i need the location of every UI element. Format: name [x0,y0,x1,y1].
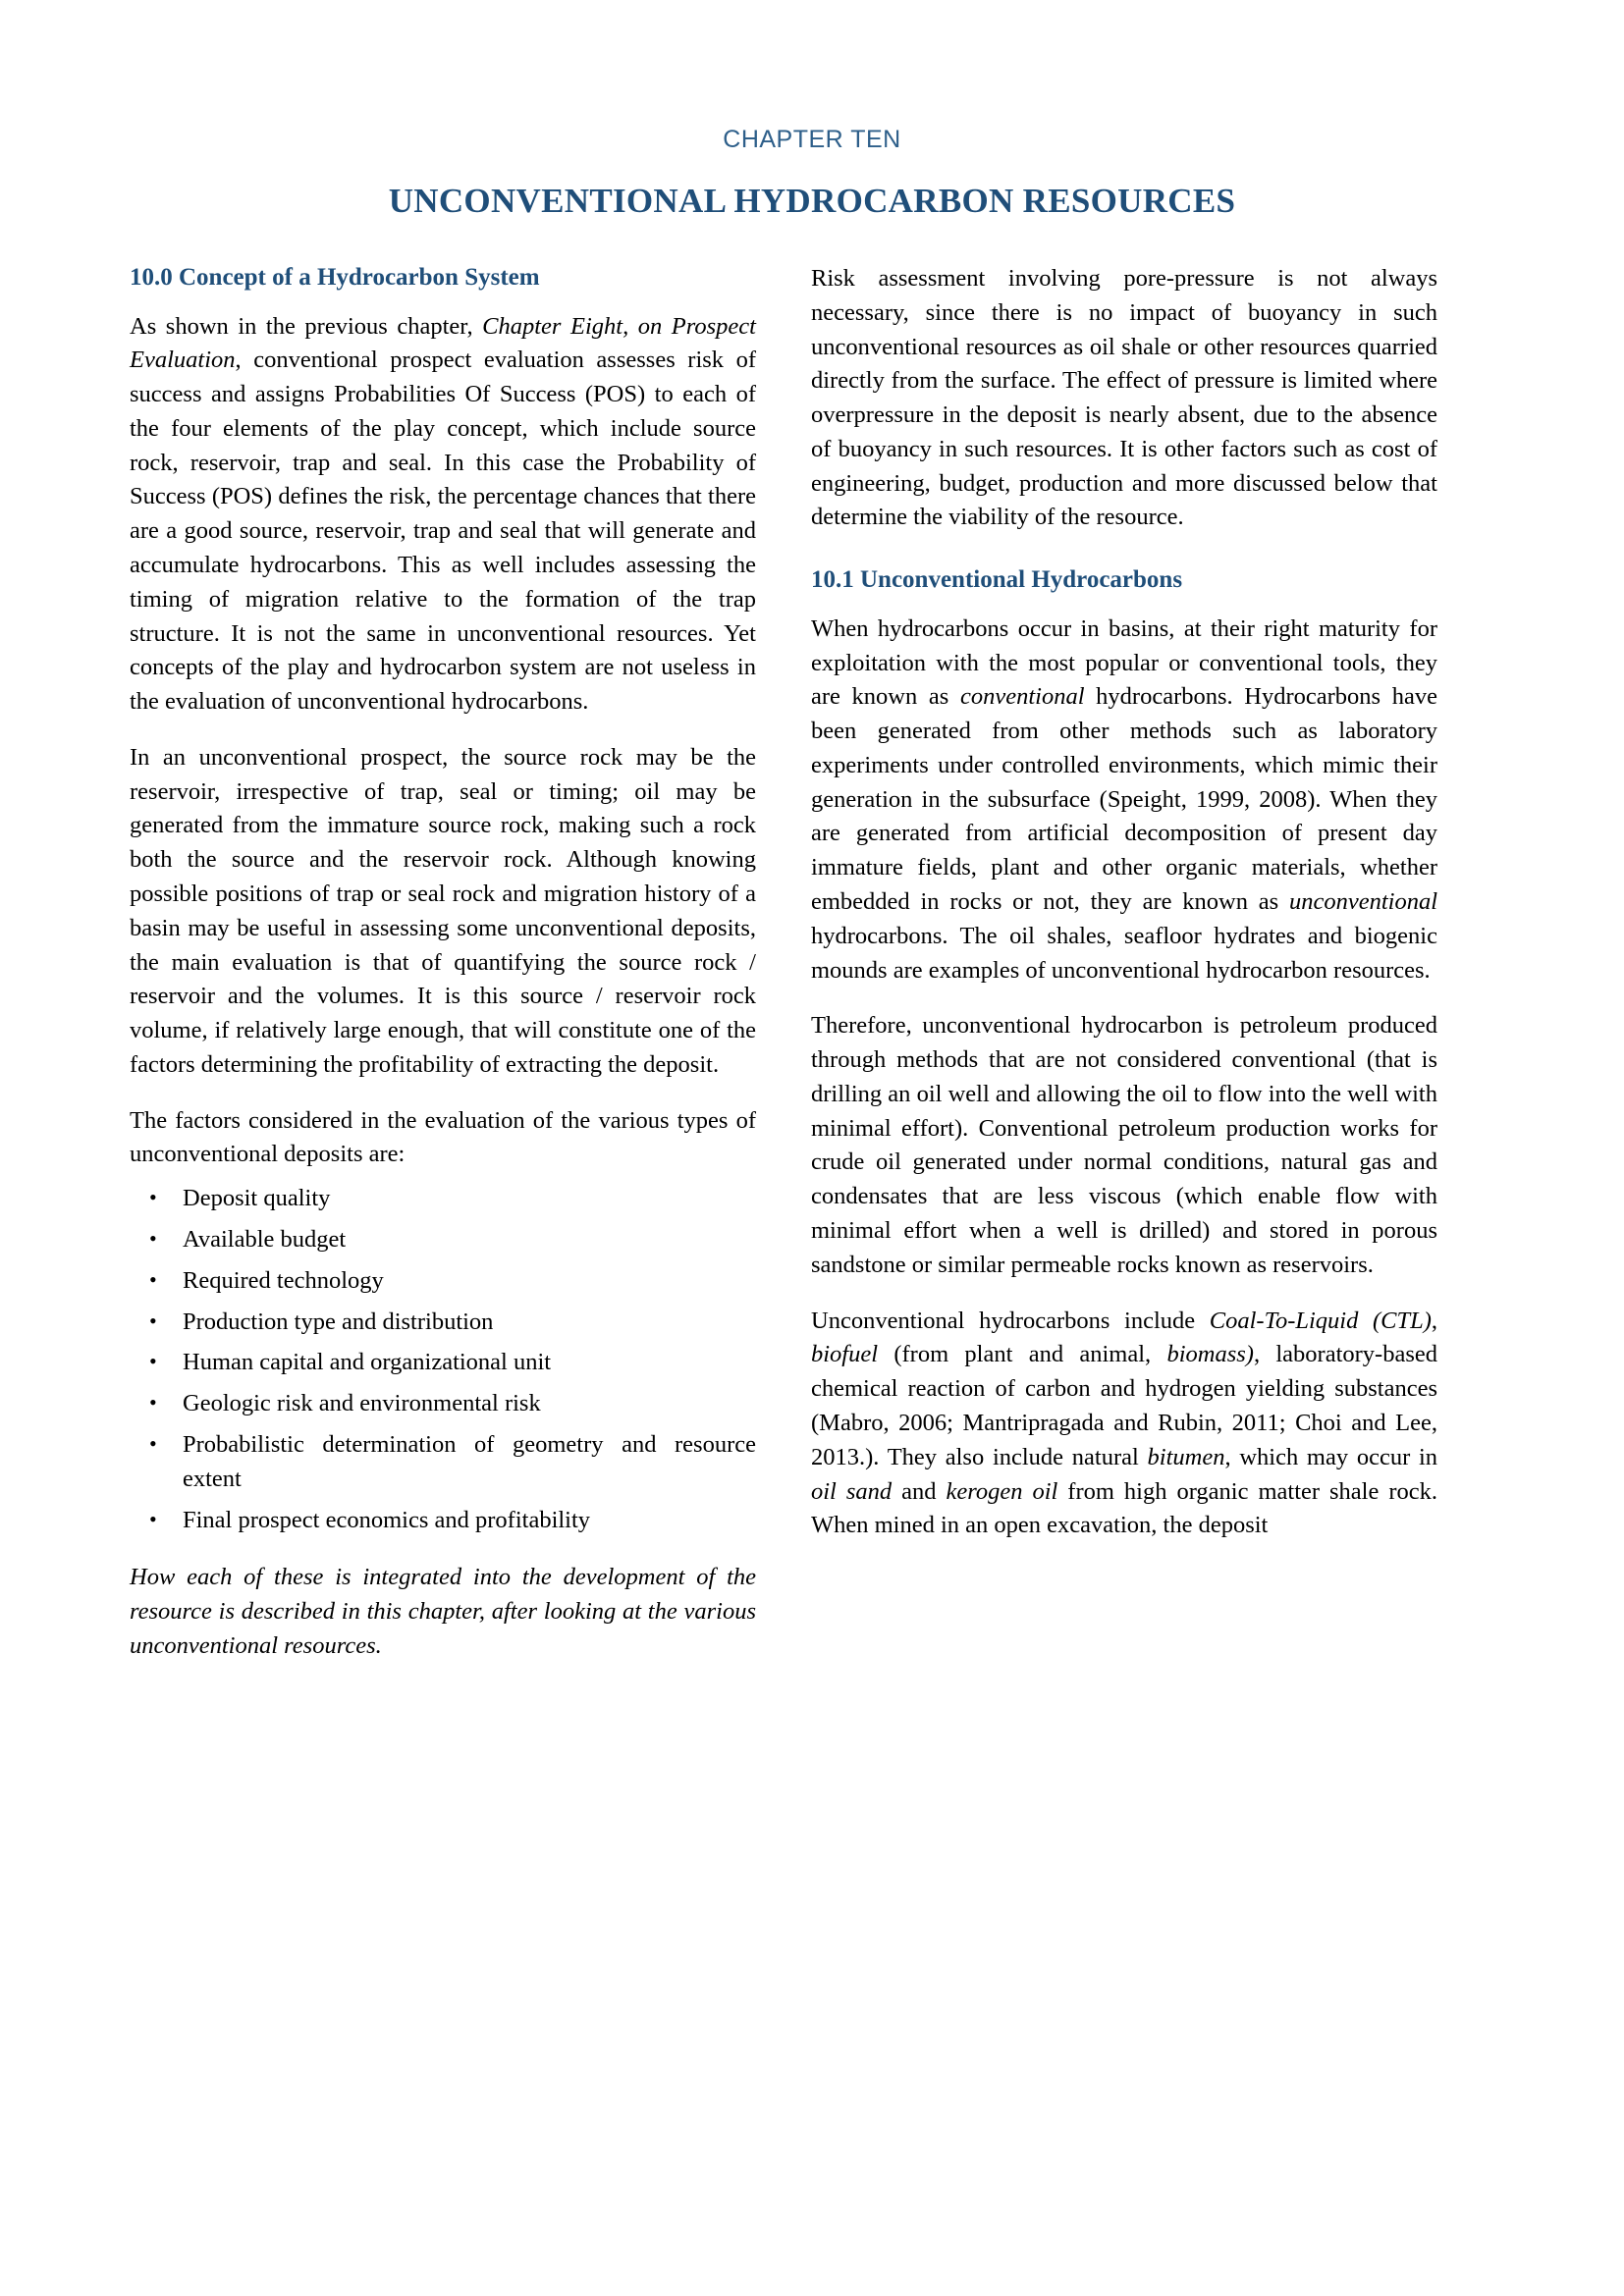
term-oil-sand: oil sand [811,1477,893,1505]
para4-part7: from high organic matter shale rock. When mined in an open excavation, the deposit [811,1477,1437,1539]
term-biomass: biomass) [1166,1341,1254,1368]
paragraph-intro-part2: , conventional prospect evaluation assesses risk of success and assigns Probabilities Of Success (POS) to each of the four elements of the play concept, which include source rock, reservoir, trap and seal. In this case the Probability of Success (POS) defines the risk, the percentage chances that there are a good source, reservoir, trap and seal that will generate and accumulate hydrocarbons. This as well includes assessing the timing of migration relative to the formation of the trap structure. It is not the same in unconventional resources. Yet concepts of the play and hydrocarbon system are not useless in the evaluation of unconventional hydrocarbons. [130,347,756,716]
list-item: • Production type and distribution [130,1306,756,1340]
list-item: • Geologic risk and environmental risk [130,1387,756,1421]
paragraph-unconventional-prospect: In an unconventional prospect, the source rock may be the reservoir, irrespective of trap, seal or timing; oil may be generated from the immature source rock, making such a rock both the source and the reservoir rock. Although knowing possible positions of trap or seal rock and migration history of a basin may be useful in assessing some unconventional deposits, the main evaluation is that of quantifying the source rock / reservoir and the volumes. It is this source / reservoir rock volume, if relatively large enough, that will constitute one of the factors determining the profitability of extracting the deposit. [130,743,756,1078]
term-unconventional: unconventional [1288,888,1437,915]
paragraph-factors-lead: The factors considered in the evaluation of the various types of unconventional deposits are: [130,1106,756,1168]
para4-part5: , which may occur in [1224,1443,1438,1470]
para4-part2: , [1431,1307,1437,1334]
paragraph-risk-assessment: Risk assessment involving pore-pressure is not always necessary, since there is no impact of buoyancy in such unconventional resources as oil shale or other resources quarried directly from the surface. The effect of pressure is limited where overpressure in the deposit is nearly absent, due to the absence of buoyancy in such resources. It is other factors such as cost of engineering, budget, production and more discussed below that determine the viability of the resource. [811,265,1437,531]
term-biofuel: biofuel [811,1341,879,1368]
factors-list [130,1182,756,1537]
paragraph-intro-part1: As shown in the previous chapter, [130,312,483,340]
list-item: • Human capital and organizational unit [130,1346,756,1380]
chapter-title: UNCONVENTIONAL HYDROCARBON RESOURCES [388,182,1236,220]
para4-part4: , laboratory-based chemical reaction of carbon and hydrogen yielding substances (Mabro, 2006; Mantripragada and Rubin, 2011; Choi and Lee, 2013.). They also include natural [811,1341,1437,1470]
paragraph-intro [130,310,756,720]
list-item: • Deposit quality [130,1182,756,1216]
term-conventional: conventional [959,683,1085,711]
list-item: • Final prospect economics and profitability [130,1504,756,1538]
para2-part2: hydrocarbons. Hydrocarbons have been generated from other methods such as laboratory experiments under controlled environments, which mimic their generation in the subsurface (Speight, 1999, 2008). When they are generated from artificial decomposition of present day immature fields, plant and other organic materials, whether embedded in rocks or not, they are known as [811,683,1437,915]
chapter-reference-italic: Chapter Eight, on Prospect Evaluation [130,312,756,374]
term-ctl: Coal-To-Liquid (CTL) [1209,1307,1432,1334]
para4-part1: Unconventional hydrocarbons include [811,1307,1210,1334]
list-item: • Required technology [130,1264,756,1299]
chapter-label: CHAPTER TEN [723,126,901,153]
para2-part1: When hydrocarbons occur in basins, at their right maturity for exploitation with the most popular or conventional tools, they are known as [811,614,1437,711]
section-heading-10-1: 10.1 Unconventional Hydrocarbons [811,566,1183,594]
left-column [130,262,756,1685]
list-item: • Probabilistic determination of geometry and resource extent [130,1428,756,1497]
section-heading-10-0: 10.0 Concept of a Hydrocarbon System [130,264,540,291]
paragraph-chapter-note: How each of these is integrated into the development of the resource is described in this chapter, after looking at the various unconventional resources. [130,1564,756,1659]
para4-part6: and [892,1477,947,1505]
list-item: • Available budget [130,1223,756,1257]
two-column-body [130,262,1494,1685]
term-bitumen: bitumen [1147,1443,1225,1470]
para2-part3: hydrocarbons. The oil shales, seafloor hydrates and biogenic mounds are examples of unconventional hydrocarbon resources. [811,922,1437,984]
paragraph-unconventional-types [811,1305,1437,1543]
paragraph-petroleum-production: Therefore, unconventional hydrocarbon is petroleum produced through methods that are not considered conventional (that is drilling an oil well and allowing the oil to flow into the well with minimal effort). Conventional petroleum production works for crude oil generated under normal conditions, natural gas and condensates that are less viscous (which enable flow with minimal effort when a well is drilled) and stored in porous sandstone or similar permeable rocks known as reservoirs. [811,1012,1437,1278]
right-column [811,262,1437,1565]
paragraph-conventional-definition [811,613,1437,988]
para4-part3: (from plant and animal, [878,1341,1167,1368]
term-kerogen-oil: kerogen oil [946,1477,1058,1505]
